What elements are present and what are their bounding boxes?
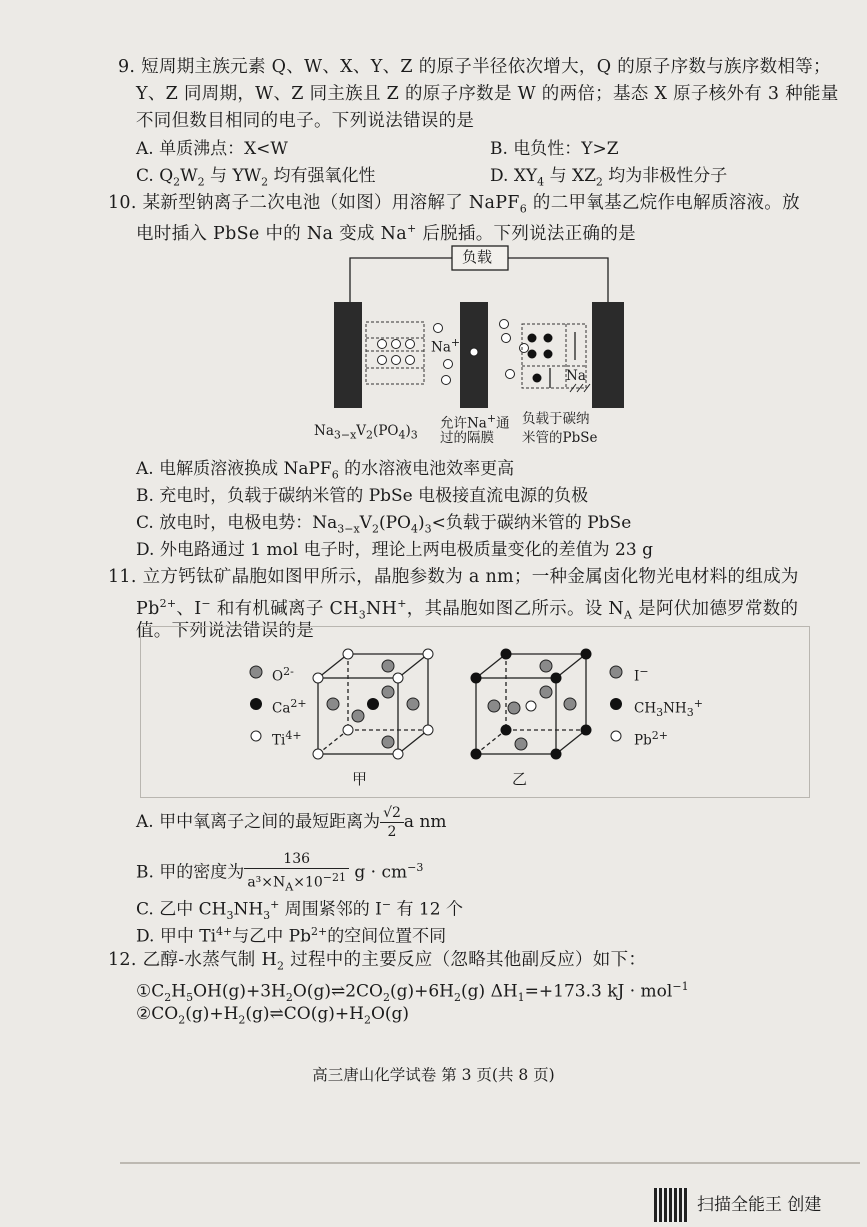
legend-yi-markers (606, 660, 626, 750)
q9-line3: 不同但数目相同的电子。下列说法错误的是 (136, 111, 475, 131)
q10-line1: 10. 某新型钠离子二次电池（如图）用溶解了 NaPF$_6$ 的二甲氧基乙烷作电解质溶液。放 (108, 193, 800, 216)
q9-option-b: B. 电负性：Y>Z (490, 139, 619, 159)
q10-option-b: B. 充电时，负载于碳纳米管的 PbSe 电极接直流电源的负极 (136, 486, 589, 506)
legend-ch3nh3: $CH_3NH_3^+$ (634, 697, 703, 720)
q9-option-a: A. 单质沸点：X<W (136, 139, 288, 159)
anode-electrode (592, 302, 624, 408)
anode-label-line2: 米管的PbSe (522, 430, 598, 446)
cathode-electrode (334, 302, 362, 408)
q11-line2: $Pb^{2+}$、I− 和有机碱离子 $CH_3NH^+$，其晶胞如图乙所示。设 $N_A$ 是阿伏加德罗常数的 (136, 597, 799, 622)
q12-reaction-2: $②CO_2(g)+H_2(g)\rightleftharpoons CO(g)+H_2O(g)$ (136, 1004, 410, 1027)
na-ion-label: Na+ (431, 336, 461, 356)
battery-diagram (320, 240, 640, 415)
caption-jia: 甲 (352, 770, 368, 788)
membrane-label-line2: 过的隔膜 (440, 430, 494, 446)
q10-line2: 电时插入 PbSe 中的 Na 变成 Na+ 后脱插。下列说法正确的是 (136, 222, 636, 244)
page-footer: 高三唐山化学试卷 第 3 页(共 8 页) (312, 1066, 555, 1084)
cube-yi (466, 646, 596, 766)
q9-option-d: D. $XY_4$ 与 $XZ_2$ 均为非极性分子 (490, 166, 728, 189)
q12-line1: 12. 乙醇-水蒸气制 $H_2$ 过程中的主要反应（忽略其他副反应）如下： (108, 950, 647, 973)
q10-option-d: D. 外电路通过 1 mol 电子时，理论上两电极质量变化的差值为 23 g (136, 540, 653, 560)
q11-option-d: D. 甲中 $Ti^{4+}$与乙中 $Pb^{2+}$的空间位置不同 (136, 925, 447, 947)
q9-line1: 9. 短周期主族元素 Q、W、X、Y、Z 的原子半径依次增大，Q 的原子序数与族序数相等； (118, 57, 831, 77)
qr-code-icon (654, 1188, 688, 1222)
load-label: 负载 (462, 248, 493, 266)
legend-ti: $Ti^{4+}$ (272, 729, 302, 749)
q10-option-a: A. 电解质溶液换成 NaPF$_6$ 的水溶液电池效率更高 (136, 459, 515, 482)
legend-ca: $Ca^{2+}$ (272, 697, 307, 717)
membrane-label-line1: 允许Na+通 (440, 412, 510, 432)
na-label: Na (566, 368, 586, 384)
legend-pb: $Pb^{2+}$ (634, 729, 668, 749)
cube-jia (308, 646, 438, 766)
q11-option-b: B. 甲的密度为 $\frac{136}{a^3\times N_A\times 10^{-21}}$ $g \cdot cm^{-3}$ (136, 851, 424, 894)
q11-line1: 11. 立方钙钛矿晶胞如图甲所示，晶胞参数为 a nm；一种金属卤化物光电材料的组成为 (108, 567, 799, 587)
scanner-watermark: 扫描全能王 创建 (697, 1195, 822, 1215)
anode-label-line1: 负载于碳纳 (522, 411, 590, 427)
q12-reaction-1: $①C_2H_5OH(g)+3H_2O(g)\rightleftharpoons 2CO_2(g)+6H_2(g)$ $\Delta H_1=+173.3$ kJ · mol$^{-1}$ (136, 980, 689, 1005)
q11-line3: 值。下列说法错误的是 (136, 621, 314, 641)
q11-option-a: A. 甲中氧离子之间的最短距离为 $\frac{√2}{2}$ a nm (136, 805, 447, 840)
caption-yi: 乙 (512, 770, 528, 788)
legend-jia-markers (246, 660, 266, 750)
q10-option-c: C. 放电时，电极电势：$Na_{3-x}V_2(PO_4)_3<$负载于碳纳米管的 PbSe (136, 513, 632, 536)
legend-i: I− (634, 665, 649, 685)
q9-line2: Y、Z 同周期，W、Z 同主族且 Z 的原子序数是 W 的两倍；基态 X 原子核外有 3 种能量 (136, 84, 839, 104)
q9-option-c: C. $Q_2W_2$ 与 $YW_2$ 均有强氧化性 (136, 166, 376, 189)
q11-option-c: C. 乙中 $CH_3NH_3^+$ 周围紧邻的 I− 有 12 个 (136, 898, 463, 923)
legend-o: $O^{2-}$ (272, 665, 294, 685)
scan-edge-line (120, 1162, 860, 1164)
cathode-label: $Na_{3-x}V_2(PO_4)_3$ (314, 423, 418, 442)
